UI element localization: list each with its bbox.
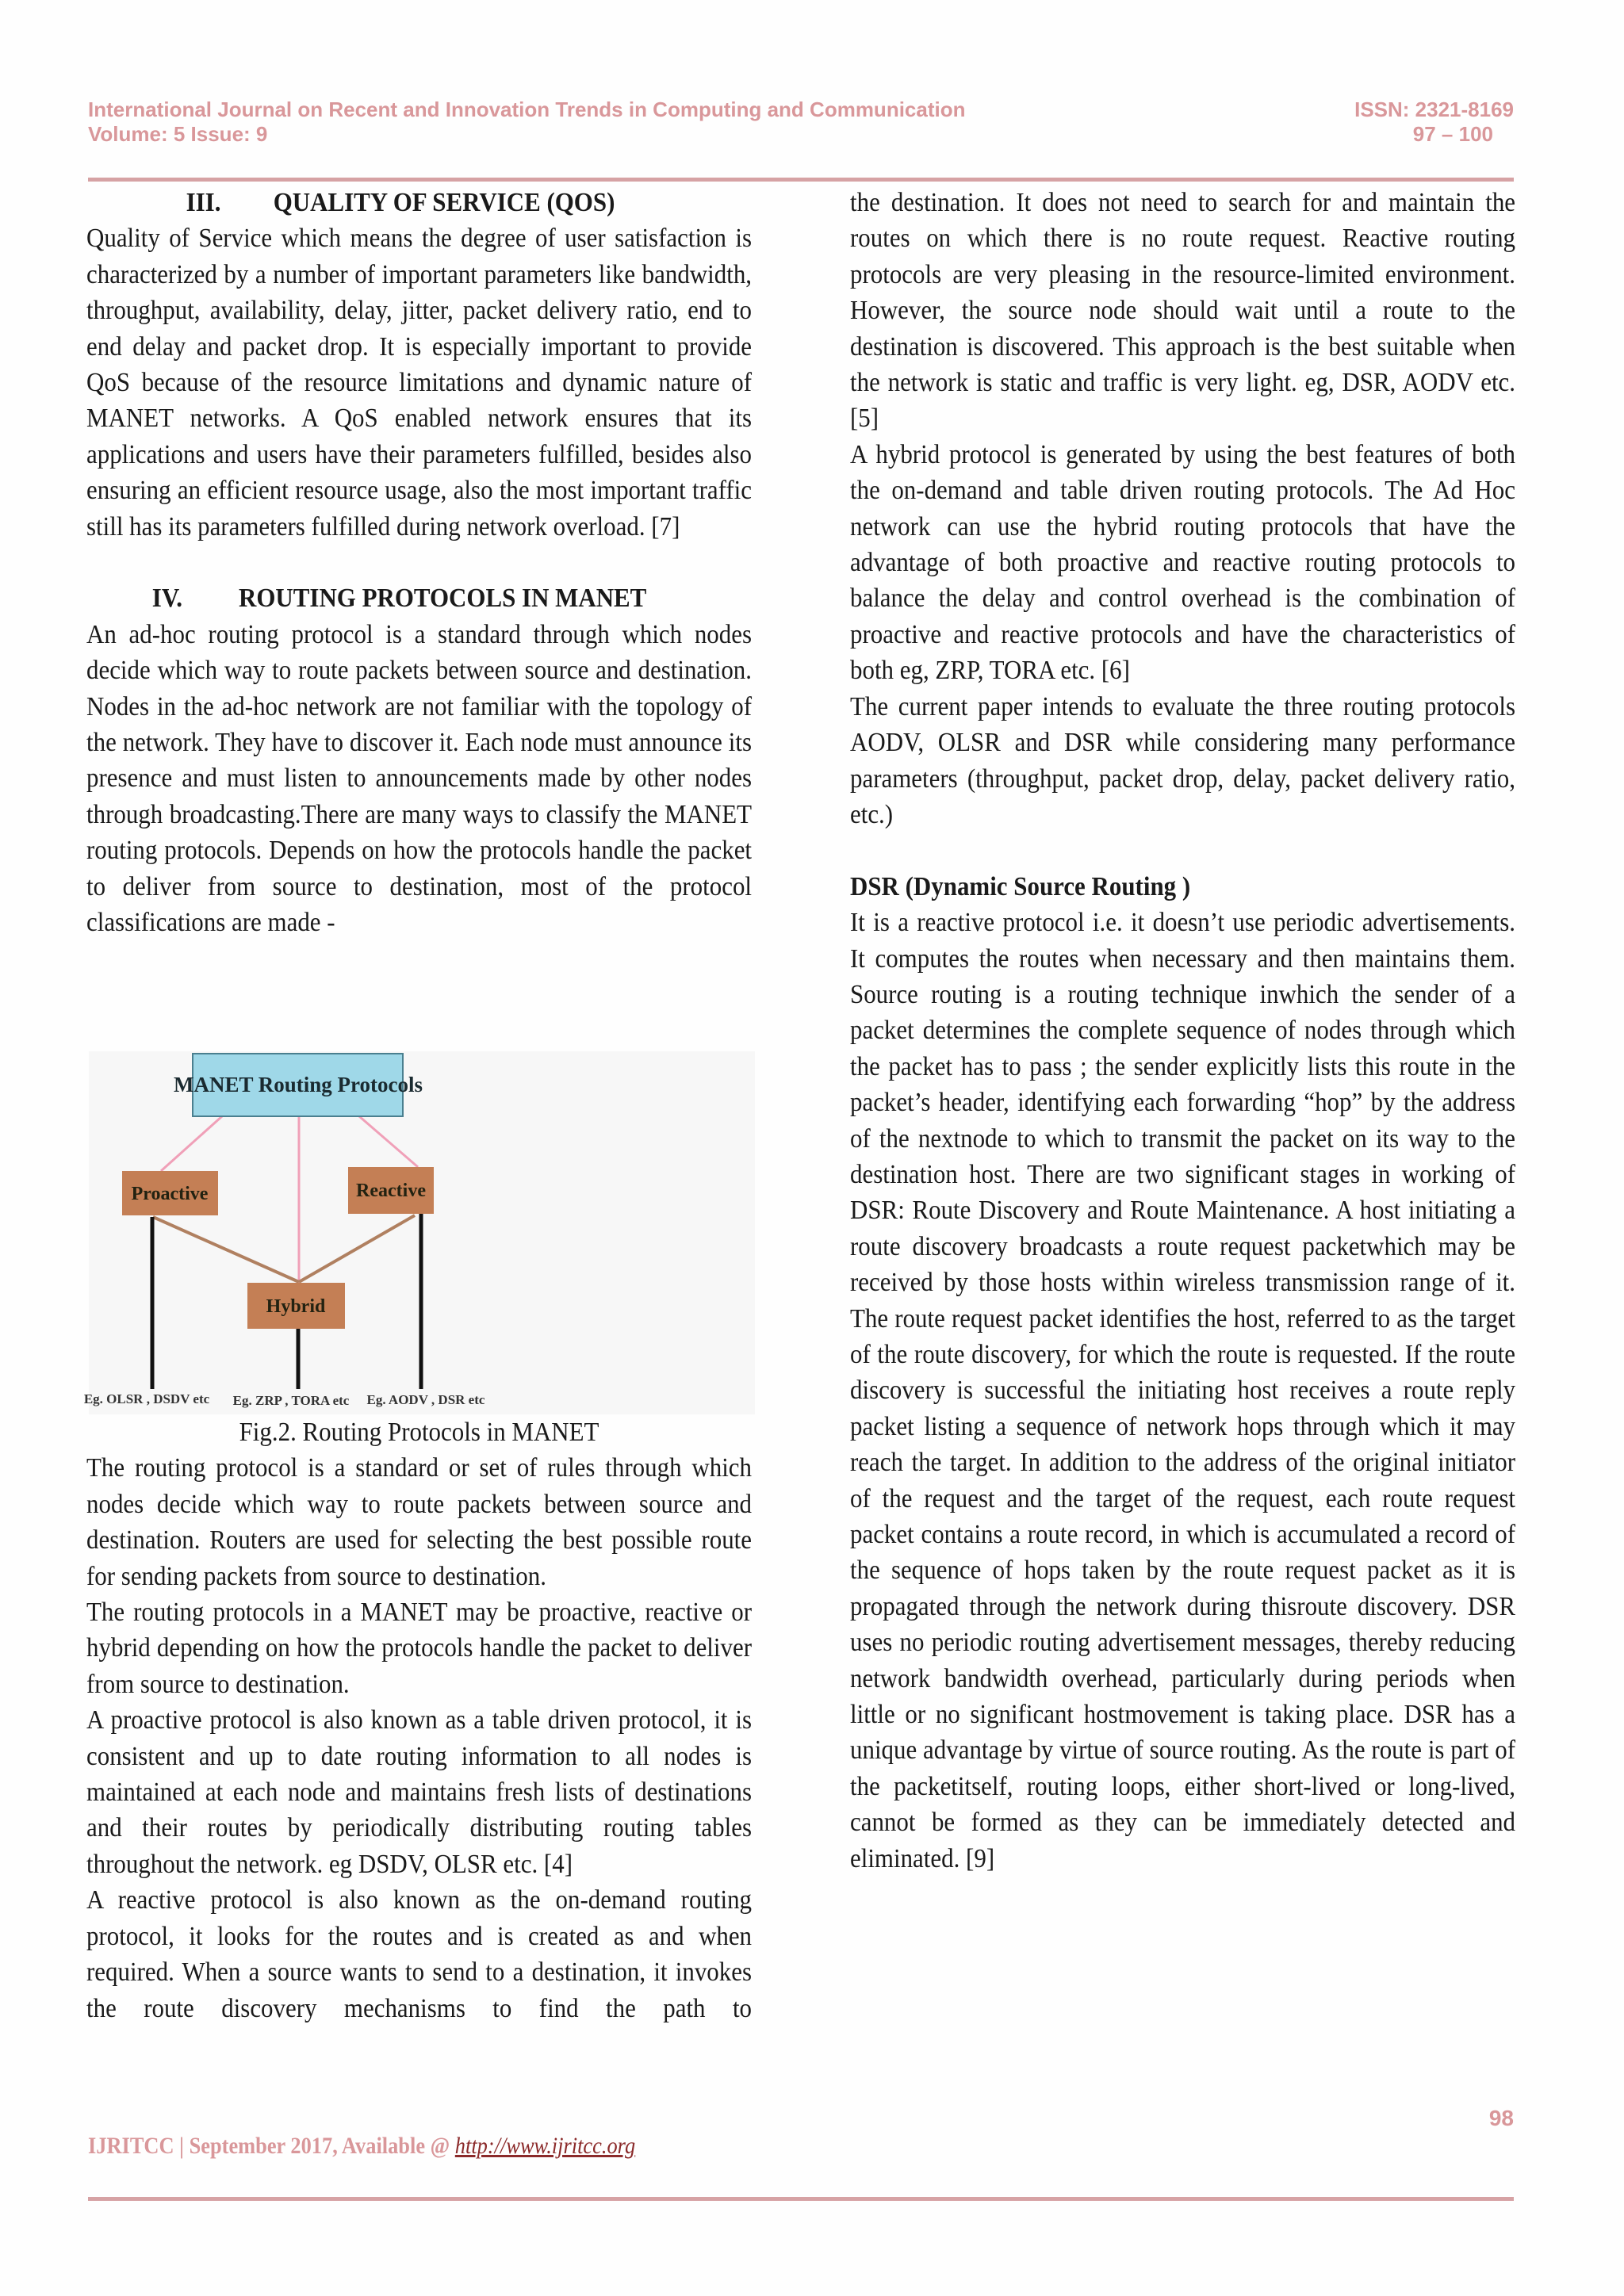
proactive-node-label: Proactive xyxy=(131,1184,209,1204)
left-column-bottom xyxy=(86,1414,752,2026)
paragraph: The routing protocol is a standard or set of rules through which nodes decide which way to route packets between source and destination. Routers are used for selecting the best possible route for sending packets from source to destination. xyxy=(86,1453,753,1591)
volume-issue: Volume: 5 Issue: 9 xyxy=(88,122,268,146)
paragraph: The current paper intends to evaluate the three routing protocols AODV, OLSR and DSR while considering many performance parameters (throughput, packet drop, delay, packet delivery ratio, etc.) xyxy=(850,691,1516,829)
hybrid-example-label: Eg. ZRP , TORA etc xyxy=(232,1393,350,1408)
right-column xyxy=(850,185,1515,1877)
footer-citation xyxy=(88,2133,635,2160)
paragraph: A hybrid protocol is generated by using the best features of both the on-demand and table driven routing protocols. The Ad Hoc network can use the hybrid routing protocols that have the advantage of both proactive and reactive routing protocols to balance the delay and control overhead is the combination of proactive and reactive protocols and have the characteristics of both eg, ZRP, TORA etc. [6] xyxy=(850,439,1516,686)
journal-title: International Journal on Recent and Innovation Trends in Computing and Communication xyxy=(88,98,966,121)
paragraph: The routing protocols in a MANET may be proactive, reactive or hybrid depending on how the protocols handle the packet to deliver from source to destination. xyxy=(86,1598,753,1699)
hybrid-node-label: Hybrid xyxy=(266,1296,326,1317)
paragraph: It is a reactive protocol i.e. it doesn’t use periodic advertisements. It computes the routes when necessary and then maintains them. Source routing is a routing technique inwhich the sender of a packet determines the complete sequence of nodes through which the packet has to pass ; the sender explicitly lists this route in the packet’s header, identifying each forwarding “hop” by the address of the nextnode to which to transmit the packet on its way to the destination host. There are two significant stages in working of DSR: Route Discovery and Route Maintenance. A host initiating a route discovery broadcasts a route request packetwhich may be received by those hosts within wireless transmission range of it. The route request packet identifies the host, referred to as the target of the route discovery, for which the route is requested. If the route discovery is successful the initiating host receives a route reply packet listing a sequence of network hops through which it may reach the target. In addition to the address of the original initiator of the request and the target of the request, each route request packet contains a route record, in which is accumulated a record of the sequence of hops taken by the route request packet as it is propagated through the network during thisroute discovery. DSR uses no periodic routing advertisement messages, thereby reducing network bandwidth overhead, particularly during periods when little or no significant hostmovement is taking place. DSR has a unique advantage by virtue of source routing. As the route is part of the packetitself, routing loops, either short-lived or long-lived, cannot be formed as they can be immediately detected and eliminated. [9] xyxy=(850,908,1516,1873)
page-number: 98 xyxy=(1488,2106,1514,2130)
footer-rule xyxy=(88,2197,1514,2201)
proactive-example-label: Eg. OLSR , DSDV etc xyxy=(83,1391,210,1406)
paragraph: A reactive protocol is also known as the on-demand routing protocol, it looks for the routes and is created as and when required. When a source wants to send to a destination, it invokes the route discovery mechanisms to find the path to xyxy=(86,1885,753,2023)
footer-label: IJRITCC | September 2017, Available @ xyxy=(88,2133,455,2159)
paragraph: Quality of Service which means the degree of user satisfaction is characterized by a number of important parameters like bandwidth, throughput, availability, delay, jitter, packet delivery ratio, end to end delay and packet drop. It is especially important to provide QoS because of the resource limitations and dynamic nature of MANET networks. A QoS enabled network ensures that its applications and users have their parameters fulfilled, besides also ensuring an efficient resource usage, also the most important traffic still has its parameters fulfilled during network overload. [7] xyxy=(86,224,753,541)
paragraph: A proactive protocol is also known as a table driven protocol, it is consistent and up to date routing information to all nodes is maintained at each node and maintains fresh lists of destinations and their routes by periodically distributing routing tables throughout the network. eg DSDV, OLSR etc. [4] xyxy=(86,1705,753,1879)
reactive-example-label: Eg. AODV , DSR etc xyxy=(366,1392,485,1407)
issn: ISSN: 2321-8169 xyxy=(1354,98,1514,121)
paragraph: An ad-hoc routing protocol is a standard through which nodes decide which way to route packets between source and destination. Nodes in the ad-hoc network are not familiar with the topology of the network. They have to discover it. Each node must announce its presence and must listen to announcements made by other nodes through broadcasting.There are many ways to classify the MANET routing protocols. Depends on how the protocols handle the packet to deliver from source to destination, most of the protocol classifications are made - xyxy=(86,619,753,938)
section-title: ROUTING PROTOCOLS IN MANET xyxy=(239,584,647,614)
reactive-node-label: Reactive xyxy=(356,1181,426,1201)
journal-link[interactable]: http://www.ijritcc.org xyxy=(454,2133,636,2159)
section-number: IV. xyxy=(151,584,182,614)
paragraph: the destination. It does not need to search for and maintain the routes on which there is no route request. Reactive routing protocols are very pleasing in the resource-limited environment. However, the source node should wait until a route to the destination is discovered. This approach is the best suitable when the network is static and traffic is very light. eg, DSR, AODV etc. [5] xyxy=(850,188,1516,434)
figure-caption: Fig.2. Routing Protocols in MANET xyxy=(239,1418,599,1447)
section-number: III. xyxy=(186,188,221,217)
root-node-label: MANET Routing Protocols xyxy=(173,1073,423,1096)
section-title: QUALITY OF SERVICE (QOS) xyxy=(273,188,615,217)
page-range: 97 – 100 xyxy=(1412,122,1493,146)
dsr-heading: DSR (Dynamic Source Routing ) xyxy=(850,871,1191,901)
